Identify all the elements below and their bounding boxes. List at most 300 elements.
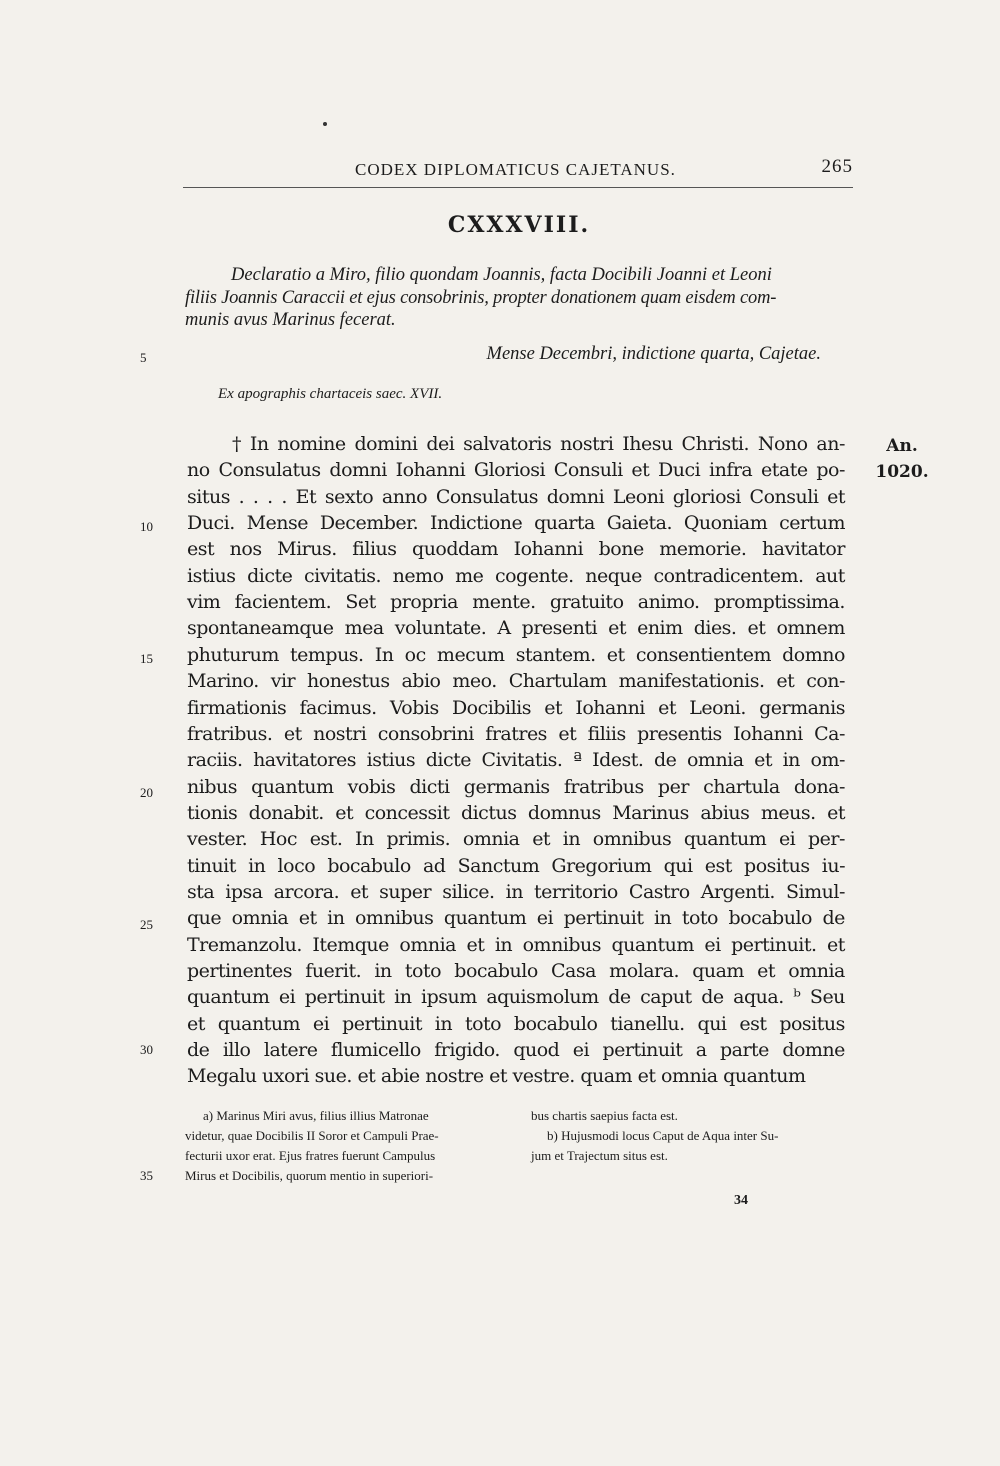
charter-line-text	[187, 1039, 845, 1061]
word: et	[827, 485, 845, 508]
word: quoddam	[412, 538, 499, 561]
word: In	[374, 643, 394, 666]
word: a	[695, 1039, 707, 1062]
charter-line	[187, 565, 845, 587]
word: filiis	[587, 722, 626, 745]
word: Iohanni	[395, 459, 466, 482]
margin-year-label: An.	[886, 436, 918, 456]
source-note: Ex apographis chartaceis saec. XVII.	[218, 386, 443, 402]
word: animo.	[637, 591, 700, 614]
word: .	[281, 485, 287, 508]
word: situs	[187, 485, 230, 508]
word: Et	[295, 485, 317, 508]
charter-line	[187, 1039, 845, 1061]
word: firmationis	[187, 696, 287, 719]
word: pertinuit	[304, 986, 385, 1009]
word: omnibus	[354, 907, 434, 930]
word: concessit	[364, 801, 450, 824]
word: December.	[319, 512, 419, 535]
word: Set	[345, 591, 376, 614]
word: in	[562, 828, 581, 851]
word: Chartulam	[508, 670, 607, 693]
word: nostri	[560, 433, 614, 455]
charter-line	[187, 670, 845, 692]
word: de	[822, 907, 845, 930]
word: quantum	[251, 775, 334, 798]
word: aqua.	[733, 986, 784, 1009]
line-number: 20	[140, 785, 153, 800]
word: dictus	[460, 801, 517, 824]
word: et	[187, 1012, 205, 1035]
word: et	[350, 880, 369, 903]
word: quantum	[683, 828, 767, 851]
word: vester.	[187, 828, 248, 851]
charter-line-text	[187, 802, 845, 824]
word: In	[249, 433, 269, 455]
word: fuerit.	[305, 960, 362, 982]
word: Quoniam	[683, 512, 768, 535]
word: Consuli	[553, 459, 623, 482]
charter-line	[187, 538, 845, 560]
word: super	[379, 880, 432, 903]
charter-line-text	[187, 907, 845, 929]
word: est.	[309, 828, 343, 851]
word: .	[252, 485, 259, 508]
word: ei	[536, 907, 554, 930]
word: Casa	[551, 960, 596, 982]
word: omnibus	[522, 933, 602, 956]
charter-line	[187, 1065, 845, 1087]
word: Castro	[628, 880, 690, 903]
word: mea	[344, 617, 384, 640]
word: in	[494, 933, 513, 956]
word: istius	[187, 564, 236, 587]
word: ipsa	[225, 880, 263, 903]
footnote-line: videtur, quae Docibilis II Soror et Campuli Prae-	[185, 1128, 439, 1143]
word: salvatoris	[463, 433, 552, 455]
word: †	[232, 433, 241, 455]
signature-mark: 34	[734, 1193, 748, 1208]
word: bone	[598, 538, 644, 561]
word: omnia	[686, 749, 744, 772]
word: qui	[663, 854, 693, 877]
word: no	[187, 459, 210, 482]
word: propria	[390, 591, 458, 614]
word: In	[355, 828, 374, 851]
word: facientem.	[234, 591, 332, 614]
footnote-line: fecturii uxor erat. Ejus fratres fuerunt Campulus	[185, 1148, 436, 1163]
word: Tremanzolu.	[187, 933, 302, 956]
word: cogente.	[494, 564, 574, 587]
word: po-	[816, 459, 845, 482]
word: omnibus	[592, 828, 672, 851]
charter-line	[187, 749, 845, 771]
word: in	[248, 854, 266, 877]
word: bocabulo	[454, 960, 538, 982]
charter-line-text	[187, 670, 845, 692]
word: dicti	[409, 775, 450, 798]
word: bocabulo	[728, 907, 812, 930]
word: Nono	[757, 433, 808, 455]
word: fratribus.	[187, 722, 273, 745]
summary-line: munis avus Marinus fecerat.	[185, 310, 396, 330]
running-title: CODEX DIPLOMATICUS CAJETANUS.	[355, 160, 676, 179]
charter-line	[187, 907, 845, 929]
word: .	[267, 485, 273, 508]
word: illo	[222, 1039, 251, 1062]
word: Duci	[658, 459, 701, 482]
word: quam	[692, 960, 744, 982]
word: manifestationis.	[618, 670, 765, 693]
word: domni	[546, 485, 605, 508]
margin-year-value: 1020.	[875, 462, 929, 482]
word: neque	[585, 564, 642, 587]
word: ei	[278, 986, 296, 1009]
charter-line-text	[187, 828, 845, 850]
word: omnia	[231, 907, 289, 930]
word: pertinuit.	[731, 933, 817, 956]
word: Seu	[809, 986, 845, 1009]
word: fratres	[485, 722, 547, 745]
word: A	[497, 617, 511, 640]
word: iu-	[821, 854, 845, 877]
word: toto	[404, 960, 442, 982]
word: vim	[187, 591, 221, 614]
word: quarta	[534, 512, 595, 535]
word: de	[608, 986, 631, 1009]
word: ipsum	[421, 986, 477, 1009]
word: Leoni	[612, 485, 665, 508]
word: con-	[806, 670, 845, 693]
word: nemo	[392, 564, 444, 587]
word: pertinuit	[602, 1039, 683, 1062]
header-rule	[183, 187, 853, 188]
word: de	[187, 1039, 210, 1062]
word: Mirus.	[277, 538, 337, 561]
word: stantem.	[515, 643, 596, 666]
word: pertinuit	[563, 907, 644, 930]
word: Consulatus	[435, 485, 539, 508]
word: gratuito	[549, 591, 624, 614]
word: omnia	[399, 933, 456, 956]
word: mecum	[436, 643, 505, 666]
word: om-	[810, 749, 845, 772]
word: tempus.	[290, 643, 364, 666]
word: omnia	[462, 828, 520, 851]
word: molara.	[609, 960, 679, 982]
word: dies.	[693, 617, 737, 640]
word: in	[782, 749, 800, 772]
word: in	[434, 1012, 453, 1035]
charter-line	[187, 881, 845, 903]
word: an-	[816, 433, 845, 455]
word: germanis	[463, 775, 550, 798]
line-number: 25	[140, 917, 153, 932]
word: phuturum	[187, 643, 279, 666]
word: domno	[782, 643, 845, 666]
word: Ca-	[814, 722, 845, 745]
word: consobrini	[377, 722, 474, 745]
word: donabit.	[248, 801, 324, 824]
word: et	[544, 696, 563, 719]
document-number: CXXXVIII.	[447, 212, 591, 238]
word: raciis.	[187, 749, 243, 772]
footnote-line: b) Hujusmodi locus Caput de Aqua inter Su-	[547, 1128, 779, 1143]
charter-line-text	[187, 697, 845, 719]
word: in	[653, 907, 672, 930]
word: et	[827, 933, 845, 956]
charter-line	[187, 617, 845, 639]
word: Sanctum	[457, 854, 540, 877]
word: Gregorium	[551, 854, 652, 877]
footnote-line: Mirus et Docibilis, quorum mentio in superiori-	[185, 1168, 434, 1183]
word: dicte	[425, 749, 471, 772]
word: vir	[270, 670, 296, 693]
word: frigido.	[434, 1039, 500, 1062]
word: promptissima.	[713, 591, 845, 614]
word: caput	[640, 986, 692, 1009]
word: filius	[352, 538, 397, 561]
word: domini	[354, 433, 418, 455]
document-summary	[185, 264, 849, 332]
word: et	[606, 643, 625, 666]
ink-speck	[323, 122, 327, 126]
line-number: 35	[140, 1168, 153, 1183]
charter-line-text	[187, 855, 845, 877]
word: gloriosi	[672, 485, 741, 508]
charter-line-text	[187, 776, 845, 798]
charter-line-text	[187, 617, 845, 639]
word: Consulatus	[218, 459, 321, 482]
word: Civitatis.	[481, 749, 563, 772]
charter-line-text	[187, 960, 845, 982]
word: mente.	[472, 591, 536, 614]
running-head	[185, 154, 853, 184]
charter-line-text	[187, 986, 845, 1008]
word: et	[466, 933, 485, 956]
word: et	[658, 696, 676, 719]
word: civitatis.	[303, 564, 381, 587]
charter-line	[187, 802, 845, 824]
word: positus	[744, 854, 810, 877]
word: nibus	[187, 775, 237, 798]
charter-line-text	[187, 1013, 845, 1035]
word: dei	[426, 433, 455, 455]
word: presentis	[637, 722, 722, 745]
word: et	[827, 801, 845, 824]
word: memorie.	[659, 538, 747, 561]
word: spontaneamque	[187, 617, 334, 640]
word: ᵇ	[793, 986, 801, 1009]
word: .	[238, 485, 245, 508]
line-number: 30	[140, 1042, 153, 1057]
word: Gaieta.	[606, 512, 673, 535]
word: havitator	[761, 538, 845, 561]
word: in	[394, 986, 412, 1009]
word: qui	[697, 1012, 727, 1035]
word: oc	[404, 643, 426, 666]
word: per-	[807, 828, 845, 851]
summary-line	[185, 264, 849, 287]
word: Mense	[246, 512, 308, 535]
word: domnus	[527, 801, 601, 824]
footnote-line: a) Marinus Miri avus, filius illius Matronae	[203, 1108, 429, 1123]
word: omnia	[788, 960, 845, 982]
word: de	[654, 749, 677, 772]
word: enim	[637, 617, 683, 640]
word: certum	[779, 512, 845, 535]
charter-line	[187, 986, 845, 1008]
word: fratribus	[563, 775, 644, 798]
word: toto	[464, 1012, 502, 1035]
charter-line	[187, 486, 845, 508]
charter-line-text	[187, 723, 845, 745]
word: pertinentes	[187, 960, 293, 982]
word: meus.	[760, 801, 816, 824]
charter-line-text	[187, 934, 845, 956]
word: in	[327, 907, 345, 930]
word: ei	[704, 933, 721, 956]
footnote-line: bus chartis saepius facta est.	[531, 1108, 678, 1123]
word: de	[701, 986, 724, 1009]
charter-line	[187, 776, 845, 798]
word: bocabulo	[513, 1012, 598, 1035]
word: Docibilis	[451, 696, 531, 719]
word: quantum	[187, 986, 270, 1009]
word: nos	[229, 538, 262, 561]
word: havitatores	[253, 749, 357, 772]
word: germanis	[759, 696, 845, 719]
word: parte	[719, 1039, 769, 1062]
word: tionis	[187, 801, 238, 824]
word: est	[704, 854, 732, 877]
word: etate	[761, 459, 808, 482]
word: quantum	[611, 933, 694, 956]
word: vobis	[347, 775, 396, 798]
word: et	[757, 960, 776, 982]
word: ei	[778, 828, 796, 851]
word: Marino.	[187, 670, 259, 693]
charter-line-text	[232, 433, 845, 455]
word: Iohanni	[733, 722, 803, 745]
word: Duci.	[187, 512, 235, 535]
page-number: 265	[821, 156, 853, 177]
word: est	[739, 1012, 767, 1035]
word: in	[505, 880, 523, 903]
charter-line	[187, 591, 845, 613]
word: arcora.	[273, 880, 340, 903]
charter-line	[187, 644, 845, 666]
word: anno	[381, 485, 428, 508]
word: silice.	[442, 880, 495, 903]
charter-line-text	[187, 459, 845, 481]
word: contradicentem.	[653, 564, 804, 587]
word: Christi.	[681, 433, 749, 455]
word: bocabulo	[327, 854, 411, 877]
word: Consuli	[749, 485, 819, 508]
word: et	[754, 749, 773, 772]
word: aquismolum	[486, 986, 599, 1009]
summary-line: filiis Joannis Caraccii et ejus consobrinis, propter donationem quam eisdem com-	[185, 287, 777, 308]
word: positus	[779, 1012, 845, 1035]
word: Gloriosi	[473, 459, 546, 482]
word: consentientem	[635, 643, 771, 666]
word: abius	[700, 801, 750, 824]
word: Simul-	[786, 880, 845, 903]
word: ei	[572, 1039, 590, 1062]
charter-line-text	[187, 486, 845, 508]
word: ad	[422, 854, 446, 877]
word: tinuit	[187, 854, 236, 877]
word: Vobis	[389, 696, 439, 719]
charter-line-text	[187, 512, 845, 534]
word: Argenti.	[700, 880, 775, 903]
word: Marinus	[612, 801, 689, 824]
word: honestus	[307, 670, 390, 693]
charter-line	[232, 433, 845, 455]
word: quod	[513, 1039, 560, 1062]
word: latere	[263, 1039, 318, 1062]
charter-line-text	[187, 565, 845, 587]
word: Leoni.	[689, 696, 746, 719]
charter-line	[187, 855, 845, 877]
word: et	[335, 801, 354, 824]
dateline: Mense Decembri, indictione quarta, Cajetae.	[486, 344, 821, 364]
word: in	[374, 960, 392, 982]
word: domne	[782, 1039, 845, 1062]
footnote-line: jum et Trajectum situs est.	[531, 1148, 668, 1163]
word: me	[455, 564, 484, 587]
word: omnem	[776, 617, 845, 640]
charter-line-text: Megalu uxori sue. et abie nostre et vestre. quam et omnia quantum	[187, 1065, 806, 1088]
word: per	[657, 775, 689, 798]
word: quantum	[443, 907, 527, 930]
word: facimus.	[299, 696, 377, 719]
word: dona-	[793, 775, 845, 798]
word: ei	[312, 1012, 330, 1035]
word: est	[187, 538, 215, 561]
charter-line	[187, 934, 845, 956]
line-number: 10	[140, 519, 153, 534]
word: et	[631, 459, 650, 482]
word: quantum	[217, 1012, 301, 1035]
word: istius	[366, 749, 416, 772]
word: nostri	[313, 722, 367, 745]
charter-line	[187, 459, 845, 481]
word: tianellu.	[610, 1012, 685, 1035]
line-number: 5	[140, 350, 147, 365]
word: territorio	[534, 880, 618, 903]
word: primis.	[386, 828, 451, 851]
word: que	[187, 907, 222, 930]
word: abio	[401, 670, 441, 693]
charter-line-text	[187, 644, 845, 666]
word: domni	[329, 459, 387, 482]
word: meo.	[452, 670, 497, 693]
word: et	[558, 722, 577, 745]
charter-line	[187, 1013, 845, 1035]
word: Iohanni	[513, 538, 584, 561]
charter-line	[187, 828, 845, 850]
word: presenti	[521, 617, 598, 640]
word: loco	[277, 854, 316, 877]
word: Itemque	[312, 933, 389, 956]
charter-line-text	[187, 591, 845, 613]
word: toto	[681, 907, 718, 930]
word: aut	[815, 564, 845, 587]
word: voluntate.	[394, 617, 487, 640]
word: ª	[573, 749, 582, 772]
